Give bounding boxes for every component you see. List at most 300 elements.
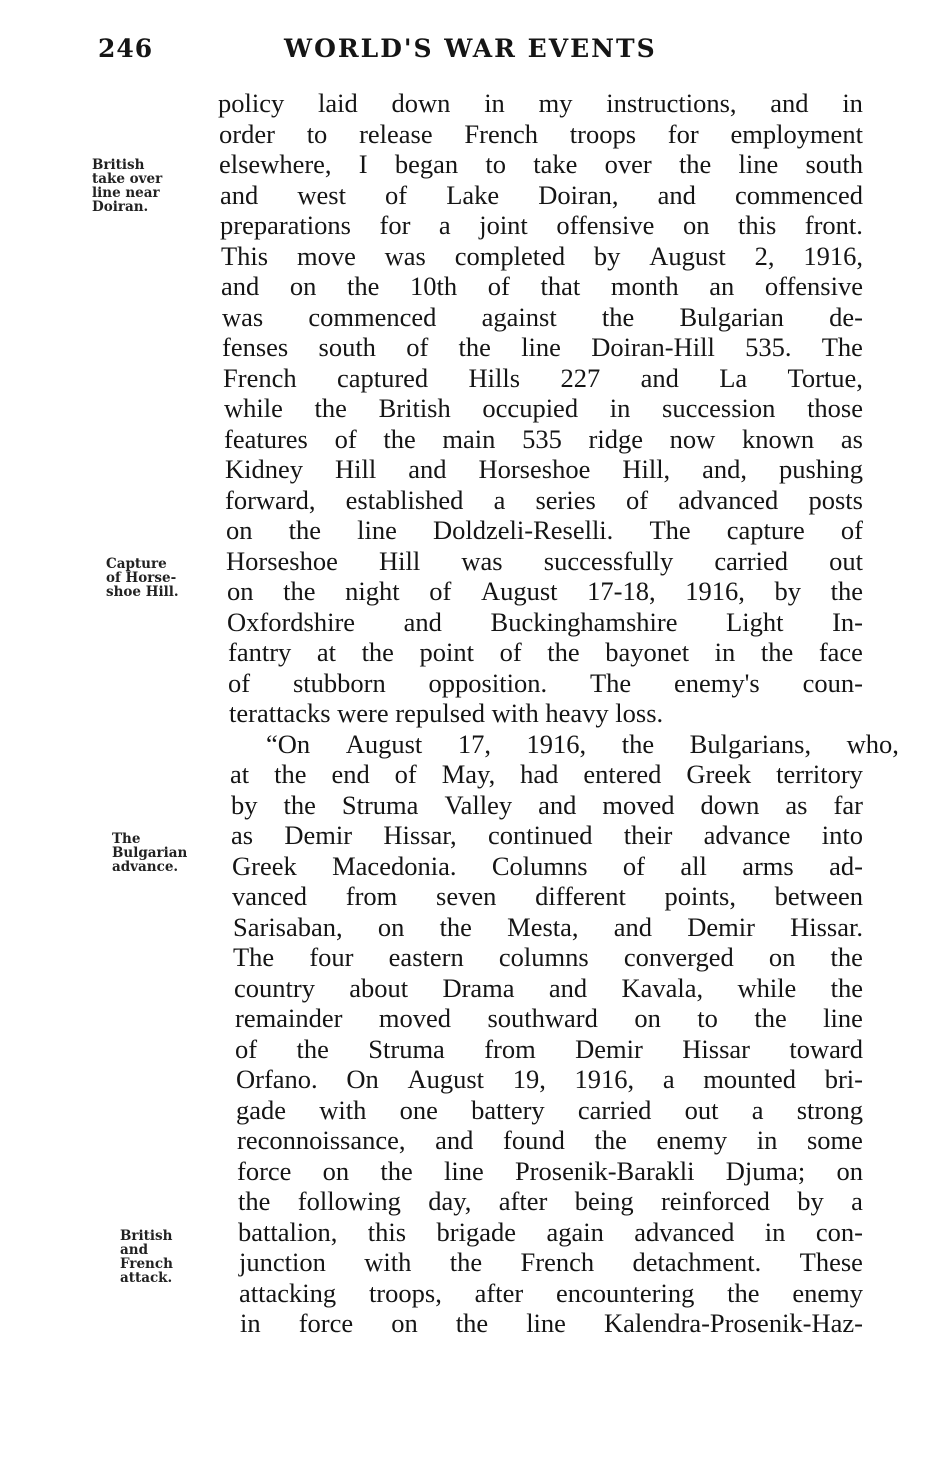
word: the — [383, 423, 416, 454]
word: one — [399, 1094, 438, 1125]
word: the — [727, 1277, 760, 1308]
word: Horseshoe — [478, 454, 591, 484]
word: the — [601, 301, 635, 332]
text-span: terattacks were repulsed with heavy loss. — [229, 698, 664, 728]
word: the — [361, 637, 394, 667]
word: while — [224, 393, 283, 423]
margin-note-british-take-over — [92, 158, 202, 214]
word: forward, — [225, 484, 316, 515]
word: force — [237, 1155, 292, 1186]
text-line — [223, 363, 863, 394]
word: on — [391, 1308, 418, 1338]
text-line — [222, 332, 863, 363]
word: a — [493, 484, 506, 515]
word: by — [593, 240, 621, 271]
word: carried — [577, 1094, 652, 1125]
word: toward — [789, 1033, 863, 1064]
word: a — [438, 210, 451, 240]
word: bri- — [824, 1064, 863, 1094]
page-header — [98, 34, 868, 68]
word: the — [830, 972, 863, 1003]
word: French — [464, 118, 538, 149]
word: to — [485, 149, 506, 179]
word: after — [498, 1186, 548, 1216]
word: all — [680, 850, 707, 881]
text-line — [229, 698, 863, 729]
word: encountering — [555, 1277, 695, 1308]
margin-note-line: and — [120, 1242, 149, 1258]
word: after — [474, 1277, 524, 1308]
word: commenced — [308, 301, 437, 332]
word: a — [662, 1064, 675, 1094]
word: Oxfordshire — [227, 606, 356, 637]
word: Hill, — [622, 454, 671, 484]
word: the — [449, 1247, 483, 1277]
word: Prosenik-Barakli — [514, 1155, 695, 1186]
margin-note-line: advance. — [112, 859, 179, 875]
word: release — [359, 118, 433, 149]
word: vanced — [232, 881, 308, 911]
word: Bulgarians, — [689, 728, 812, 759]
word: and — [435, 1125, 474, 1155]
word: of — [622, 850, 645, 881]
word: day, — [428, 1186, 472, 1216]
word: southward — [487, 1003, 598, 1033]
word: country — [234, 972, 315, 1003]
margin-note-line: British — [92, 157, 145, 173]
word: found — [503, 1125, 565, 1155]
word: 1916, — [526, 728, 587, 759]
word: for — [379, 210, 411, 240]
word: carried — [714, 545, 788, 576]
word: troops, — [368, 1277, 442, 1308]
margin-note-line: The — [112, 831, 141, 847]
text-line — [225, 485, 863, 516]
word: the — [455, 1308, 489, 1338]
word: had — [520, 759, 559, 789]
word: and — [640, 362, 679, 393]
word: of — [625, 484, 649, 515]
text-line — [220, 210, 863, 241]
word: Macedonia. — [332, 850, 457, 881]
word: This — [221, 240, 269, 271]
word: Hissar. — [790, 911, 863, 942]
word: the — [830, 942, 863, 972]
word: remainder — [235, 1003, 343, 1033]
word: Light — [726, 606, 784, 637]
word: again — [546, 1216, 604, 1247]
word: Djuma; — [725, 1155, 806, 1186]
text-line — [235, 1034, 863, 1065]
word: on — [377, 911, 405, 942]
word: line — [357, 515, 397, 545]
word: reconnoissance, — [237, 1125, 406, 1155]
word: from — [345, 881, 398, 911]
word: in — [240, 1308, 261, 1338]
word: from — [484, 1033, 536, 1064]
text-line — [233, 912, 863, 943]
text-line — [236, 1095, 863, 1126]
word: of — [385, 179, 408, 210]
word: Struma — [341, 789, 419, 820]
text-line — [238, 1186, 863, 1217]
word: August — [345, 728, 423, 759]
word: the — [283, 789, 316, 820]
word: point — [419, 637, 474, 667]
word: Hissar, — [383, 820, 457, 850]
word: Buckinghamshire — [490, 606, 678, 637]
word: the — [380, 1155, 413, 1186]
word: enemy — [792, 1277, 863, 1308]
word: In- — [832, 606, 863, 637]
text-line — [231, 790, 863, 821]
word: capture — [726, 515, 805, 545]
word: completed — [454, 240, 566, 271]
word: August — [480, 576, 558, 606]
word: battalion, — [238, 1216, 338, 1247]
word: Hills — [468, 362, 521, 393]
word: May, — [441, 759, 496, 789]
word: against — [481, 301, 557, 332]
word: of — [499, 637, 522, 667]
text-line — [226, 515, 863, 546]
word: on — [768, 942, 796, 972]
word: Bulgarian — [679, 301, 784, 332]
word: policy — [218, 88, 285, 118]
word: columns — [498, 942, 589, 972]
text-line — [236, 1064, 863, 1095]
word: in — [764, 1216, 786, 1247]
margin-note-capture-horseshoe-hill — [106, 557, 216, 599]
word: order — [219, 118, 275, 149]
word: in — [484, 88, 505, 118]
word: instructions, — [606, 88, 737, 118]
word: Lake — [446, 179, 500, 210]
word: features — [224, 423, 308, 454]
word: down — [391, 88, 451, 118]
margin-note-line: Capture — [106, 556, 167, 572]
word: Mesta, — [507, 911, 579, 942]
text-line — [230, 759, 863, 790]
word: continued — [487, 820, 593, 850]
word: to — [697, 1003, 718, 1033]
word: the — [830, 576, 863, 606]
word: of — [406, 332, 429, 362]
margin-note-line: Doiran. — [92, 199, 149, 215]
word: month — [610, 271, 679, 301]
text-line — [237, 1125, 863, 1156]
word: the — [283, 576, 316, 606]
word: of — [394, 759, 417, 789]
word: and — [408, 454, 447, 484]
word: successfully — [543, 545, 674, 576]
word: preparations — [220, 210, 351, 240]
word: Greek — [232, 850, 297, 881]
text-line — [219, 149, 863, 180]
word: Demir — [687, 911, 755, 942]
word: on — [227, 576, 254, 606]
word: Kavala, — [621, 972, 704, 1003]
word: The — [649, 515, 691, 545]
word: attacking — [239, 1277, 337, 1308]
word: on — [226, 515, 253, 545]
word: the — [458, 332, 491, 362]
word: commenced — [734, 179, 863, 210]
running-title: WORLD'S WAR EVENTS — [284, 34, 657, 63]
word: succession — [662, 393, 776, 423]
text-line — [225, 454, 863, 485]
word: force — [298, 1308, 354, 1338]
word: was — [384, 240, 426, 271]
word: La — [719, 362, 748, 393]
word: Horseshoe — [226, 545, 338, 576]
word: the — [439, 911, 472, 942]
word: at — [230, 759, 250, 789]
text-line — [235, 1003, 863, 1034]
word: on — [289, 271, 317, 301]
word: a — [751, 1094, 764, 1125]
word: and — [657, 179, 696, 210]
word: 17, — [457, 728, 491, 759]
word: entered — [583, 759, 662, 789]
margin-note-line: British — [120, 1228, 173, 1244]
word: Struma — [368, 1033, 445, 1064]
word: 535. — [745, 332, 792, 362]
word: bayonet — [605, 637, 690, 667]
word: and — [770, 88, 809, 118]
word: Kidney — [225, 454, 304, 484]
word: with — [364, 1247, 412, 1277]
word: about — [349, 972, 409, 1003]
word: eastern — [388, 942, 464, 972]
word: August — [407, 1064, 485, 1094]
word: main — [442, 423, 496, 454]
text-line — [239, 1247, 863, 1278]
word: offensive — [556, 210, 655, 240]
word: front. — [804, 210, 863, 240]
word: Doiran, — [538, 179, 619, 210]
word: the — [347, 271, 380, 301]
word: I — [358, 149, 368, 179]
word: of — [840, 515, 863, 545]
word: the — [314, 393, 347, 423]
word: strong — [796, 1094, 863, 1125]
word: gade — [236, 1094, 287, 1125]
margin-note-line: Bulgarian — [112, 845, 188, 861]
margin-note-line: line near — [92, 185, 160, 201]
text-line — [228, 637, 863, 668]
word: the — [296, 1033, 329, 1064]
word: captured — [336, 362, 429, 393]
word: in — [842, 88, 863, 118]
word: that — [540, 271, 581, 301]
word: night — [345, 576, 400, 606]
word: some — [806, 1125, 863, 1155]
word: south — [805, 149, 863, 179]
word: coun- — [802, 667, 863, 698]
word: by — [797, 1186, 824, 1216]
word: advance — [703, 820, 791, 850]
word: now — [669, 423, 716, 454]
word: take — [533, 149, 578, 179]
word: known — [741, 423, 815, 454]
word: “On — [266, 728, 311, 759]
text-line — [231, 820, 863, 851]
word: advanced — [678, 484, 779, 515]
word: Doiran-Hill — [591, 332, 715, 362]
text-line — [240, 1308, 863, 1339]
word: pushing — [779, 454, 863, 484]
word: On — [346, 1064, 379, 1094]
word: the — [678, 149, 712, 179]
word: of — [334, 423, 357, 454]
word: Tortue, — [787, 362, 863, 393]
word: Drama — [442, 972, 515, 1003]
word: south — [318, 332, 376, 362]
word: by — [774, 576, 801, 606]
word: de- — [829, 301, 863, 332]
word: was — [461, 545, 503, 576]
word: 1916, — [685, 576, 745, 606]
word: those — [807, 393, 863, 423]
word: while — [737, 972, 797, 1003]
word: far — [833, 789, 863, 820]
text-line — [232, 881, 863, 912]
word: out — [829, 545, 863, 576]
word: being — [574, 1186, 634, 1216]
word: 1916, — [574, 1064, 635, 1094]
word: the — [238, 1186, 271, 1216]
word: occupied — [482, 393, 579, 423]
word: Orfano. — [236, 1064, 318, 1094]
word: brigade — [436, 1216, 516, 1247]
word: Doldzeli-Reselli. — [433, 515, 614, 545]
word: line — [521, 332, 561, 362]
page-number: 246 — [98, 34, 154, 63]
word: the — [547, 637, 580, 667]
word: as — [785, 789, 808, 820]
word: moved — [378, 1003, 451, 1033]
word: and — [221, 271, 260, 301]
text-line — [218, 88, 863, 119]
text-line — [227, 576, 863, 607]
word: who, — [846, 728, 899, 759]
word: French — [520, 1247, 595, 1277]
word: 2, — [754, 240, 775, 271]
word: stubborn — [292, 667, 386, 698]
word: face — [818, 637, 863, 667]
margin-note-british-french-attack — [120, 1229, 230, 1285]
word: as — [840, 423, 863, 454]
word: Greek — [686, 759, 752, 789]
word: a — [851, 1186, 863, 1216]
word: Columns — [491, 850, 588, 881]
word: west — [297, 179, 346, 210]
word: the — [760, 637, 794, 667]
text-line — [234, 973, 863, 1004]
margin-note-line: of Horse- — [106, 570, 177, 586]
text-line — [227, 607, 863, 638]
word: an — [709, 271, 735, 301]
text-line — [233, 942, 863, 973]
word: 1916, — [803, 240, 863, 271]
word: and, — [702, 454, 748, 484]
word: seven — [436, 881, 497, 911]
word: Demir — [284, 820, 353, 850]
word: of — [235, 1033, 258, 1064]
word: converged — [623, 942, 734, 972]
word: These — [799, 1247, 863, 1277]
word: was — [222, 301, 264, 332]
word: employment — [730, 118, 863, 149]
text-line — [226, 546, 863, 577]
word: the — [621, 728, 655, 759]
word: out — [684, 1094, 719, 1125]
word: over — [604, 149, 652, 179]
word: elsewhere, — [219, 149, 332, 179]
word: troops — [569, 118, 637, 149]
word: began — [394, 149, 459, 179]
text-line — [238, 1217, 863, 1248]
word: for — [667, 118, 699, 149]
text-line — [237, 1156, 863, 1187]
margin-note-line: shoe Hill. — [106, 584, 179, 600]
word: at — [316, 637, 336, 667]
word: territory — [776, 759, 863, 789]
word: Hissar — [682, 1033, 750, 1064]
word: into — [821, 820, 863, 850]
word: joint — [479, 210, 528, 240]
word: Hill — [379, 545, 421, 576]
word: fenses — [222, 332, 289, 362]
word: line — [443, 1155, 484, 1186]
word: ridge — [588, 423, 643, 454]
text-line — [222, 302, 863, 333]
word: Hill — [335, 454, 377, 484]
word: line — [738, 149, 779, 179]
word: mounted — [703, 1064, 797, 1094]
word: on — [322, 1155, 350, 1186]
word: 19, — [512, 1064, 546, 1094]
text-line — [221, 271, 863, 302]
word: my — [538, 88, 573, 118]
word: posts — [808, 484, 863, 515]
word: and — [403, 606, 442, 637]
word: opposition. — [428, 667, 548, 698]
word: fantry — [228, 637, 292, 667]
word: of — [429, 576, 452, 606]
word: advanced — [634, 1216, 735, 1247]
word: con- — [815, 1216, 863, 1247]
word: 535 — [522, 423, 562, 454]
word: in — [609, 393, 631, 423]
word: on — [836, 1155, 863, 1186]
margin-note-line: take over — [92, 171, 163, 187]
text-line — [239, 1278, 863, 1309]
word: following — [297, 1186, 401, 1216]
word: British — [378, 393, 451, 423]
word: their — [623, 820, 673, 850]
margin-note-line: attack. — [120, 1270, 173, 1286]
word: enemy's — [674, 667, 760, 698]
word: on — [682, 210, 710, 240]
word: on — [634, 1003, 661, 1033]
word: battery — [471, 1094, 545, 1125]
word: four — [309, 942, 354, 972]
word: end — [331, 759, 370, 789]
word: detachment. — [632, 1247, 762, 1277]
word: Sarisaban, — [233, 911, 343, 942]
